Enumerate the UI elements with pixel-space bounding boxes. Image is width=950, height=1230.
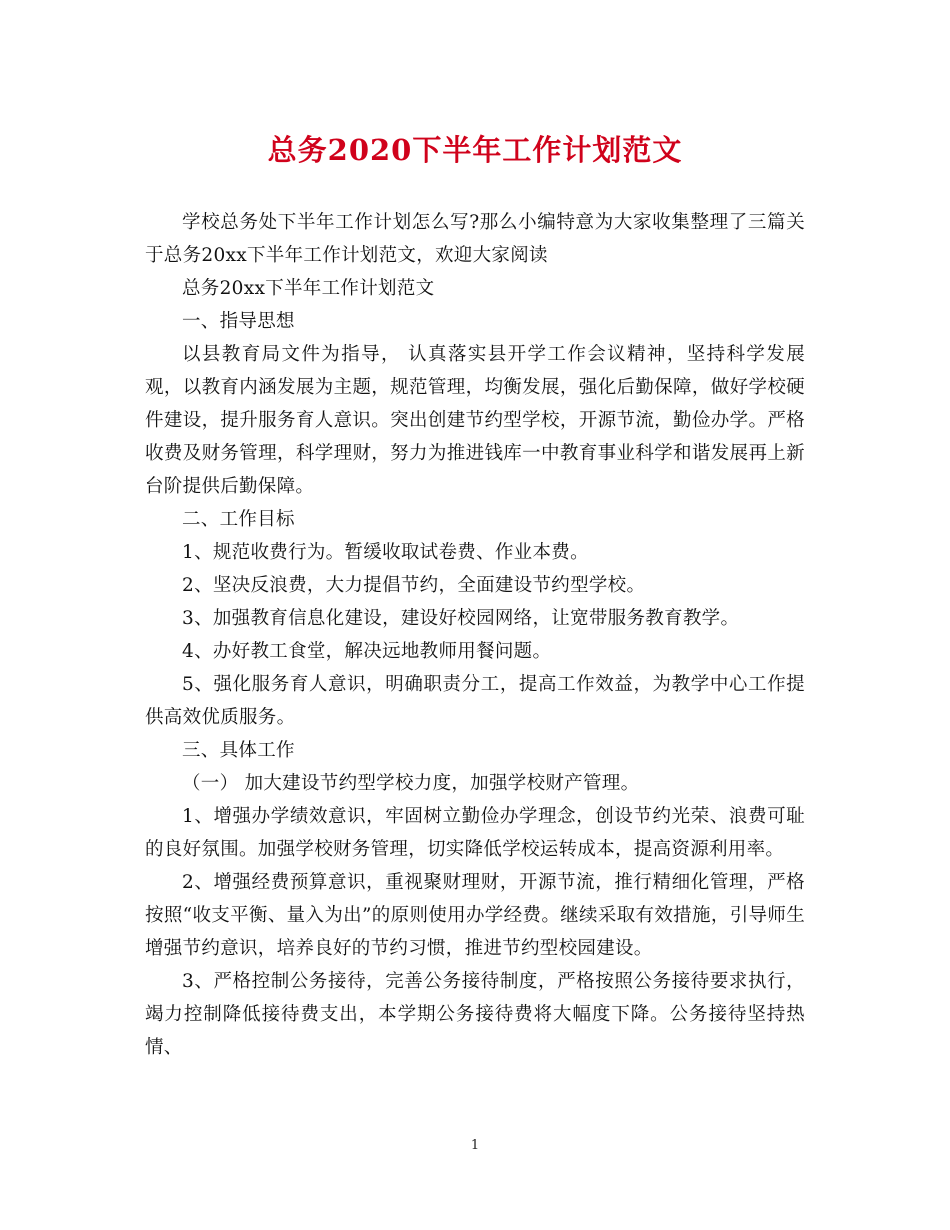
subsection-heading-1: （一） 加大建设节约型学校力度，加强学校财产管理。 (182, 773, 640, 794)
work-goal-item-5: 5、强化服务育人意识，明确职责分工，提高工作效益，为教学中心工作提供高效优质服务。 (145, 674, 805, 728)
work-goal-item-2: 2、坚决反浪费，大力提倡节约，全面建设节约型学校。 (182, 575, 646, 596)
document-body (145, 206, 805, 1064)
subtitle-paragraph: 总务20xx下半年工作计划范文 (182, 278, 435, 299)
guiding-ideology-paragraph: 以县教育局文件为指导， 认真落实县开学工作会议精神，坚持科学发展观，以教育内涵发展为主题，规范管理，均衡发展，强化后勤保障，做好学校硬件建设，提升服务育人意识。突出创建节约型学校，开源节流，勤俭办学。严格收费及财务管理，科学理财，努力为推进钱库一中教育事业科学和谐发展再上新台阶提供后勤保障。 (145, 344, 805, 497)
section-heading-work-goals: 二、工作目标 (182, 509, 295, 530)
specific-work-item-2: 2、增强经费预算意识，重视聚财理财，开源节流，推行精细化管理，严格按照“收支平衡、量入为出”的原则使用办学经费。继续采取有效措施，引导师生增强节约意识，培养良好的节约习惯，推进节约型校园建设。 (145, 872, 805, 959)
work-goal-item-3: 3、加强教育信息化建设，建设好校园网络，让宽带服务教育教学。 (182, 608, 740, 629)
page-number: 1 (470, 1138, 480, 1153)
specific-work-item-3: 3、严格控制公务接待，完善公务接待制度，严格按照公务接待要求执行，竭力控制降低接待费支出，本学期公务接待费将大幅度下降。公务接待坚持热情、 (145, 971, 805, 1058)
section-heading-specific-work: 三、具体工作 (182, 740, 295, 761)
work-goal-item-4: 4、办好教工食堂，解决远地教师用餐问题。 (182, 641, 552, 662)
document-title: 总务2020下半年工作计划范文 (267, 133, 683, 167)
work-goal-item-1: 1、规范收费行为。暂缓收取试卷费、作业本费。 (182, 542, 589, 563)
specific-work-item-1: 1、增强办学绩效意识，牢固树立勤俭办学理念，创设节约光荣、浪费可耻的良好氛围。加强学校财务管理，切实降低学校运转成本，提高资源利用率。 (145, 806, 805, 860)
intro-paragraph: 学校总务处下半年工作计划怎么写?那么小编特意为大家收集整理了三篇关于总务20xx下半年工作计划范文，欢迎大家阅读 (145, 212, 805, 266)
section-heading-guiding-ideology: 一、指导思想 (182, 311, 295, 332)
